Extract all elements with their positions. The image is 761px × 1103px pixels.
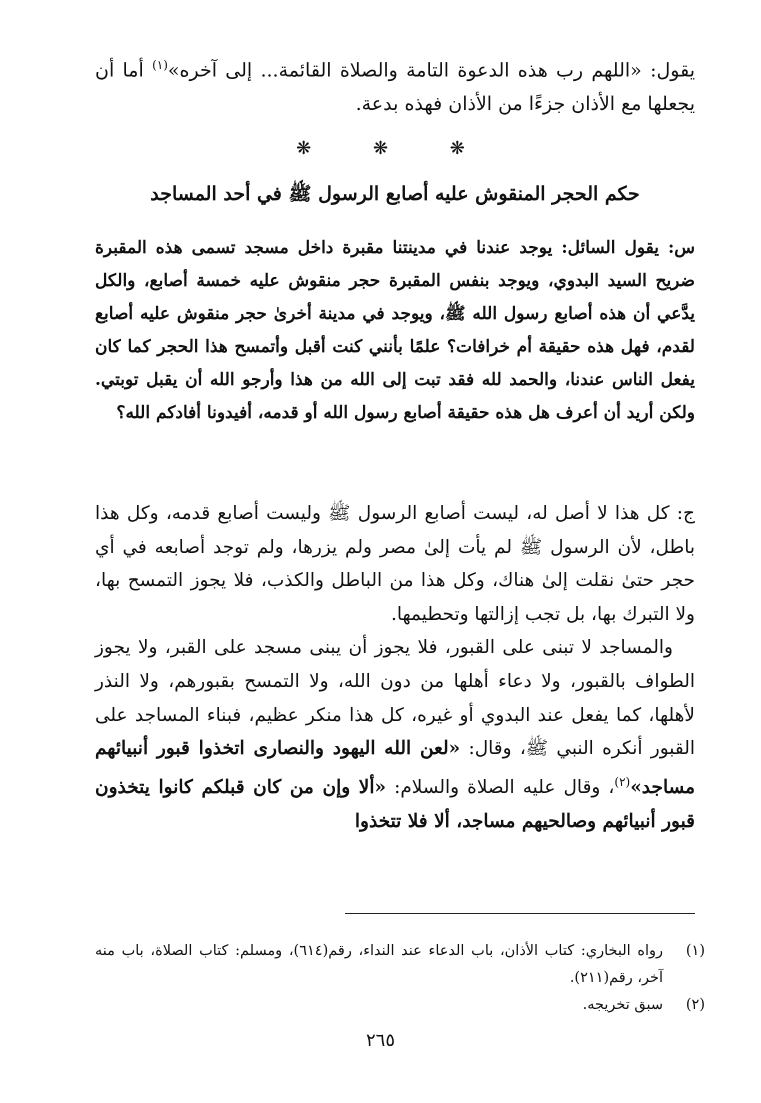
hadith-quote-2: «ألا وإن من كان قبلكم كانوا يتخذون قبور أنبيائهم وصالحيهم مساجد، ألا فلا تتخذوا: [95, 776, 695, 832]
answer-text: ، وقال عليه الصلاة والسلام:: [386, 776, 615, 798]
footnote-text: رواه البخاري: كتاب الأذان، باب الدعاء عند النداء، رقم(٦١٤)، ومسلم: كتاب الصلاة، باب منه آخر، رقم(٢١١).: [95, 943, 663, 986]
footnote-text: سبق تخريجه.: [582, 997, 663, 1013]
hadith-quote-1: «لعن الله اليهود والنصارى اتخذوا قبور أنبيائهم مساجد»: [95, 738, 695, 798]
page-number: ٢٦٥: [365, 1030, 395, 1051]
question-paragraph: س: يقول السائل: يوجد عندنا في مدينتنا مقبرة داخل مسجد تسمى هذه المقبرة ضريح السيد البدوي، ويوجد بنفس المقبرة حجر منقوش عليه خمسة أصابع، والكل يدَّعي أن هذه أصابع رسول الله ﷺ، ويوجد في مدينة أخرىٰ حجر منقوش عليه أصابع لقدم، فهل هذه حقيقة أم خرافات؟ علمًا بأنني كنت أقبل وأتمسح هذا الحجر كما كان يفعل الناس عندنا، والحمد لله فقد تبت إلى الله من هذا وأرجو الله أن يقبل توبتي. ولكن أريد أن أعرف هل هذه حقيقة أصابع رسول الله أو قدمه، أفيدونا أفادكم الله؟: [95, 238, 695, 423]
footnote-number: (١): [685, 943, 705, 959]
answer-paragraph-1: ج: كل هذا لا أصل له، ليست أصابع الرسول ﷺ وليست أصابع قدمه، وكل هذا باطل، لأن الرسول ﷺ لم يأت إلىٰ مصر ولم يزرها، ولم توجد أصابعه في أي حجر حتىٰ نقلت إلىٰ هناك، وكل هذا من الباطل والكذب، فلا يجوز التمسح بها، ولا التبرك بها، بل تجب إزالتها وتحطيمها.: [95, 503, 695, 625]
answer-paragraph-2: [95, 631, 695, 838]
intro-paragraph: [95, 48, 695, 121]
intro-quote: يقول: «اللهم رب هذه الدعوة التامة والصلاة القائمة... إلى آخره»: [167, 59, 695, 82]
section-heading: حكم الحجر المنقوش عليه أصابع الرسول ﷺ في أحد المساجد: [150, 183, 640, 205]
footnote-number: (٢): [685, 997, 705, 1013]
separator-star: ❋: [372, 138, 389, 159]
intro-ruling: أما أن يجعلها مع الأذان جزءًا من الأذان فهذه بدعة.: [95, 59, 695, 116]
separator-star: ❋: [449, 138, 465, 159]
footnote-ref-2: (٢): [614, 774, 631, 789]
answer-section: [95, 497, 695, 838]
footnote-1: [95, 938, 705, 992]
footnote-divider: [345, 913, 695, 914]
answer-text: والمساجد لا تبنى على القبور، فلا يجوز أن يبنى مسجد على القبر، ولا يجوز الطواف بالقبور، ولا دعاء أهلها من دون الله، ولا التمسح بقبورهم، ولا النذر لأهلها، كما يفعل عند البدوي أو غيره، كل هذا منكر عظيم، فبناء المساجد على القبور أنكره النبي ﷺ، وقال:: [95, 637, 695, 760]
section-separator: [0, 138, 761, 159]
footnote-2: [95, 992, 705, 1019]
footnote-ref-1: (١): [152, 58, 168, 72]
separator-star: ❋: [296, 138, 312, 159]
footnotes: [95, 938, 705, 1019]
